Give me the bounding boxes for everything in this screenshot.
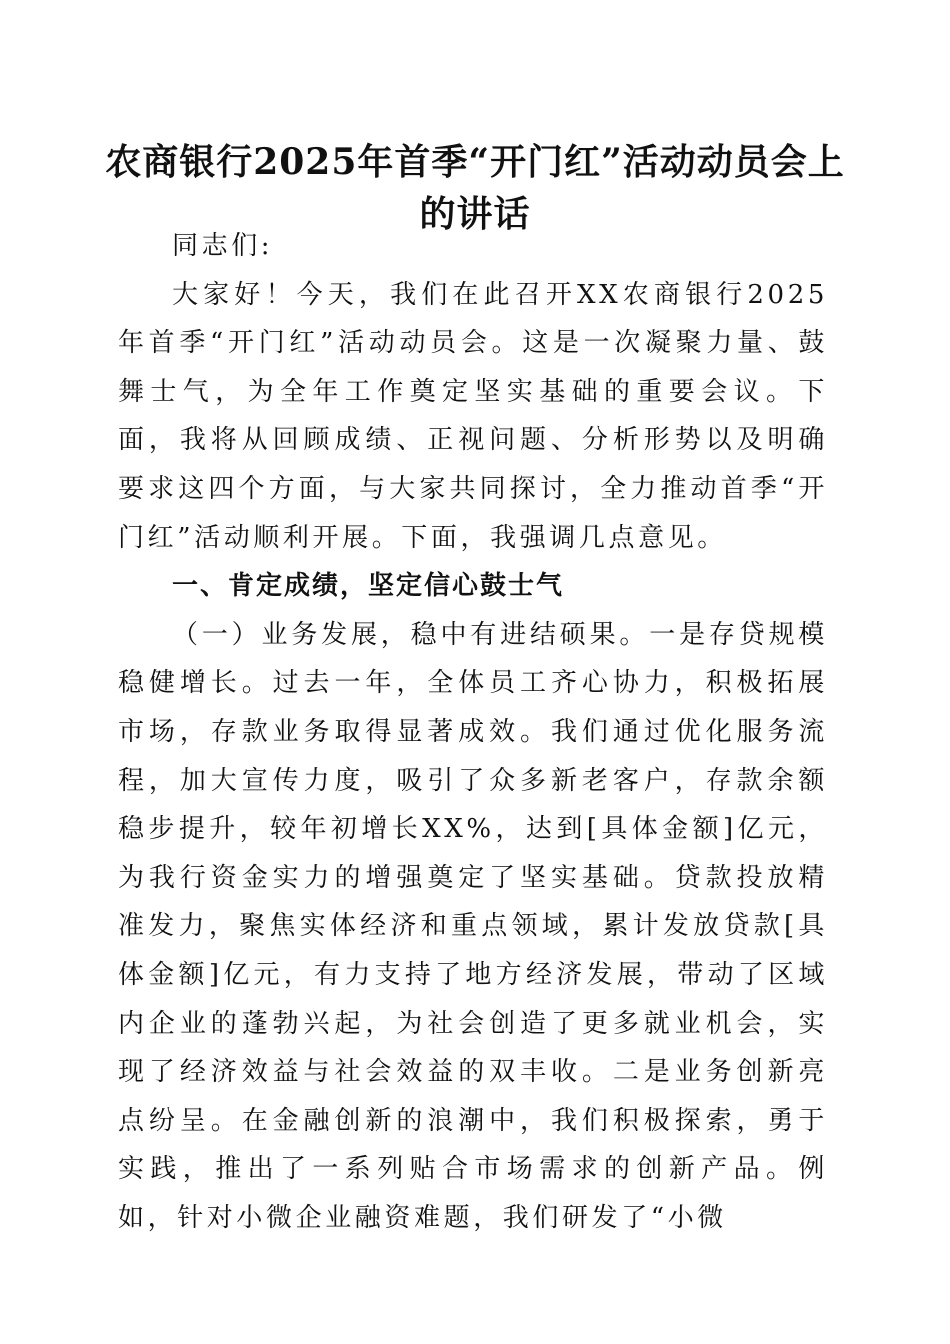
document-body bbox=[118, 222, 828, 1242]
salutation: 同志们: bbox=[172, 231, 274, 261]
intro-paragraph: 大家好！今天，我们在此召开XX农商银行2025年首季“开门红”活动动员会。这是一次凝聚力量、鼓舞士气，为全年工作奠定坚实基础的重要会议。下面，我将从回顾成绩、正视问题、分析形势以及明确要求这四个方面，与大家共同探讨，全力推动首季“开门红”活动顺利开展。下面，我强调几点意见。 bbox=[118, 279, 828, 553]
section-heading: 一、肯定成绩，坚定信心鼓士气 bbox=[172, 571, 565, 602]
section-paragraph: （一）业务发展，稳中有进结硕果。一是存贷规模稳健增长。过去一年，全体员工齐心协力，积极拓展市场，存款业务取得显著成效。我们通过优化服务流程，加大宣传力度，吸引了众多新老客户，存款余额稳步提升，较年初增长XX%，达到[具体金额]亿元，为我行资金实力的增强奠定了坚实基础。贷款投放精准发力，聚焦实体经济和重点领域，累计发放贷款[具体金额]亿元，有力支持了地方经济发展，带动了区域内企业的蓬勃兴起，为社会创造了更多就业机会，实现了经济效益与社会效益的双丰收。二是业务创新亮点纷呈。在金融创新的浪潮中，我们积极探索，勇于实践，推出了一系列贴合市场需求的创新产品。例如，针对小微企业融资难题，我们研发了“小微 bbox=[118, 619, 828, 1233]
document-title: 农商银行2025年首季“开门红”活动动员会上的讲话 bbox=[105, 141, 845, 235]
